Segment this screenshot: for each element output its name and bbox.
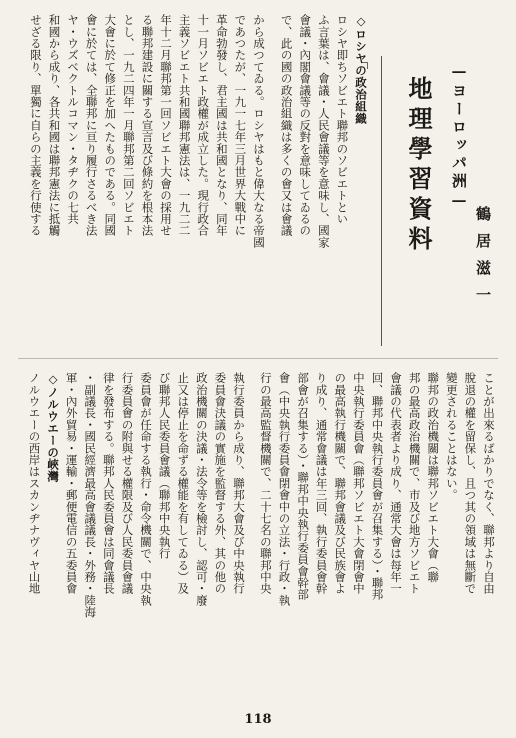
text-line: 主義ソビエト共和國聯邦憲法は、一九二二 <box>177 14 192 237</box>
text-line: 和國から成り、各共和國は聯邦憲法に抵觸 <box>47 14 62 237</box>
text-line: 行委員會の附與せる權限及び人民委員會議 <box>120 372 135 595</box>
text-line: る聯邦建設に關する宣言及び條約を根本法 <box>140 14 155 237</box>
text-line: 聯邦の政治機關は聯邦ソビエト大會（聯 <box>426 372 441 583</box>
text-line: 邦の最高政治機關で、市及び地方ソビエト <box>407 372 422 595</box>
text-line: 回、聯邦中央執行委員會が召集する）・聯邦 <box>370 372 385 601</box>
article-title: 地理學習資料 <box>404 76 433 256</box>
text-line: 部會が召集する）・聯邦中央執行委員會幹部 <box>296 372 311 601</box>
right-upper-block-3 <box>18 14 268 354</box>
text-line: 變更されることはない。 <box>444 372 459 501</box>
text-line: ヤ・ウズベクトルコマン・タヂクの七共 <box>66 14 81 225</box>
text-line: 軍・內外貿易・運輸・郵便電信の五委員會 <box>64 372 79 595</box>
text-line: から成つてゐる。ロシヤはもと偉大なる帝國 <box>252 14 266 248</box>
section-heading-norway: ◇ノルウエーの峽灣 <box>46 372 61 483</box>
text-line: び聯邦人民委員會議（聯邦中央執行 <box>157 372 172 560</box>
text-line: 行の最高監督機關で、二十七名の聯邦中央 <box>258 372 273 595</box>
text-line: 會に於ては、全聯邦に亘り履行さるべき法 <box>84 14 99 237</box>
text-line: ふ言葉は、會議・人民會議等を意味し、國家 <box>316 14 331 248</box>
text-line: 會議・內閣會議等の反對を意味してゐるの <box>298 14 313 237</box>
text-line: 止又は停止を命ずる權能を有してゐる）及 <box>176 372 191 595</box>
section-heading-russia: ◇ロシヤの政治組織 <box>354 14 368 125</box>
text-line: 十一月ソビエト政權が成立した。現行政合 <box>196 14 211 237</box>
text-line: ロシヤ即ちソビエト聯邦のソビエトとい <box>335 14 350 225</box>
section-divider <box>18 358 498 359</box>
text-line: 大會に於て修正を加へたものである。同國 <box>103 14 118 237</box>
title-box <box>381 56 492 346</box>
text-line: 執行委員から成り、聯邦大會及び中央執行 <box>232 372 246 595</box>
text-line: 脫退の權を留保し、且つ其の領域は無斷で <box>463 372 478 595</box>
text-line: 律を發布する。聯邦人民委員會は同會議長 <box>101 372 116 595</box>
left-upper-block <box>252 372 498 708</box>
text-line: ・副議長・國民經濟最高會議議長・外務・陸海 <box>83 372 98 618</box>
text-line: 委員會が任命する執行・命令機關で、中央執 <box>139 372 154 606</box>
text-line: とし、一九二四年一月聯邦第二回ソビエト <box>121 14 136 237</box>
text-line: 會議の代表者より成り、通常大會は每年一 <box>389 372 404 595</box>
text-line: 中央執行委員會（聯邦ソビエト大會閉會中 <box>351 372 366 595</box>
text-line: 年十二月聯邦第一回ソビエト大會の採用せ <box>159 14 174 237</box>
text-line: 委員會決議の實施を監督する外、其の他の <box>213 372 228 595</box>
text-line: 政治機關の決議・法令等を檢討し、認可・廢 <box>194 372 209 606</box>
text-line: ことが出來るばかりでなく、聯邦より自由 <box>482 372 496 595</box>
text-line: の最高執行機關で、聯邦會議及び民族會よ <box>333 372 348 595</box>
text-line: で、此の國の政治組織は多くの會又は會議 <box>279 14 294 237</box>
author-name: 鶴居滋一 <box>474 206 492 314</box>
text-line: 革命勃發し、君主國は共和國となり、同年 <box>214 14 229 237</box>
text-line: 會（中央執行委員會閉會中の立法・行政・執 <box>277 372 292 606</box>
right-upper-block <box>268 14 370 354</box>
page-number: 118 <box>244 712 272 727</box>
text-line: ノルウエーの西岸はスカンヂナヴィヤ山地 <box>27 372 42 595</box>
text-line: り成り、通常會議は年三回、執行委員會幹 <box>314 372 329 595</box>
left-lower-block <box>18 372 248 708</box>
text-line: であつたが、一九一七年三月世界大戰中に <box>233 14 248 237</box>
article-subtitle: —ヨーロッパ洲— <box>450 62 468 212</box>
text-line: せざる限り、單獨に自らの主義を行使する <box>28 14 43 237</box>
